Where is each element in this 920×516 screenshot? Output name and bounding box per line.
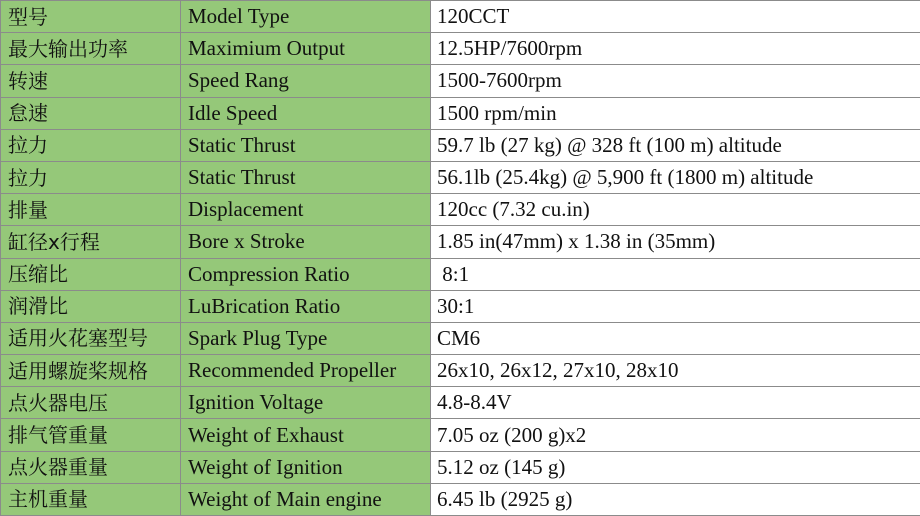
english-label-cell: Spark Plug Type [181,322,431,354]
value-cell: 7.05 oz (200 g)x2 [431,419,920,451]
value-cell: 8:1 [431,258,920,290]
english-label-cell: Model Type [181,1,431,33]
table-row [1,483,920,515]
chinese-label-cell: 缸径x行程 [1,226,181,258]
table-row [1,451,920,483]
value-cell: 59.7 lb (27 kg) @ 328 ft (100 m) altitude [431,129,920,161]
table-row [1,290,920,322]
chinese-label-cell: 排气管重量 [1,419,181,451]
value-cell: 120cc (7.32 cu.in) [431,194,920,226]
chinese-label-cell: 点火器重量 [1,451,181,483]
value-cell: 30:1 [431,290,920,322]
value-cell: 26x10, 26x12, 27x10, 28x10 [431,355,920,387]
english-label-cell: Weight of Ignition [181,451,431,483]
table-row [1,65,920,97]
chinese-label-cell: 点火器电压 [1,387,181,419]
english-label-cell: Weight of Exhaust [181,419,431,451]
chinese-label-cell: 适用火花塞型号 [1,322,181,354]
english-label-cell: Speed Rang [181,65,431,97]
value-cell: 12.5HP/7600rpm [431,33,920,65]
value-cell: 5.12 oz (145 g) [431,451,920,483]
table-row [1,322,920,354]
value-cell: 56.1lb (25.4kg) @ 5,900 ft (1800 m) altitude [431,161,920,193]
table-row [1,1,920,33]
english-label-cell: Static Thrust [181,129,431,161]
table-row [1,355,920,387]
english-label-cell: Compression Ratio [181,258,431,290]
english-label-cell: Recommended Propeller [181,355,431,387]
chinese-label-cell: 适用螺旋桨规格 [1,355,181,387]
english-label-cell: Bore x Stroke [181,226,431,258]
chinese-label-cell: 型号 [1,1,181,33]
table-row [1,33,920,65]
english-label-cell: Idle Speed [181,97,431,129]
chinese-label-cell: 压缩比 [1,258,181,290]
table-row [1,226,920,258]
table-row [1,258,920,290]
chinese-label-cell: 润滑比 [1,290,181,322]
table-row [1,194,920,226]
chinese-label-cell: 排量 [1,194,181,226]
chinese-label-cell: 转速 [1,65,181,97]
value-cell: 6.45 lb (2925 g) [431,483,920,515]
english-label-cell: LuBrication Ratio [181,290,431,322]
table-row [1,97,920,129]
english-label-cell: Displacement [181,194,431,226]
english-label-cell: Weight of Main engine [181,483,431,515]
chinese-label-cell: 怠速 [1,97,181,129]
table-row [1,161,920,193]
chinese-label-cell: 主机重量 [1,483,181,515]
value-cell: CM6 [431,322,920,354]
value-cell: 1500-7600rpm [431,65,920,97]
english-label-cell: Static Thrust [181,161,431,193]
chinese-label-cell: 最大输出功率 [1,33,181,65]
value-cell: 4.8-8.4V [431,387,920,419]
english-label-cell: Maximium Output [181,33,431,65]
spec-table-body [1,1,920,516]
value-cell: 1.85 in(47mm) x 1.38 in (35mm) [431,226,920,258]
table-row [1,387,920,419]
value-cell: 1500 rpm/min [431,97,920,129]
chinese-label-cell: 拉力 [1,129,181,161]
chinese-label-cell: 拉力 [1,161,181,193]
table-row [1,419,920,451]
english-label-cell: Ignition Voltage [181,387,431,419]
table-row [1,129,920,161]
value-cell: 120CCT [431,1,920,33]
